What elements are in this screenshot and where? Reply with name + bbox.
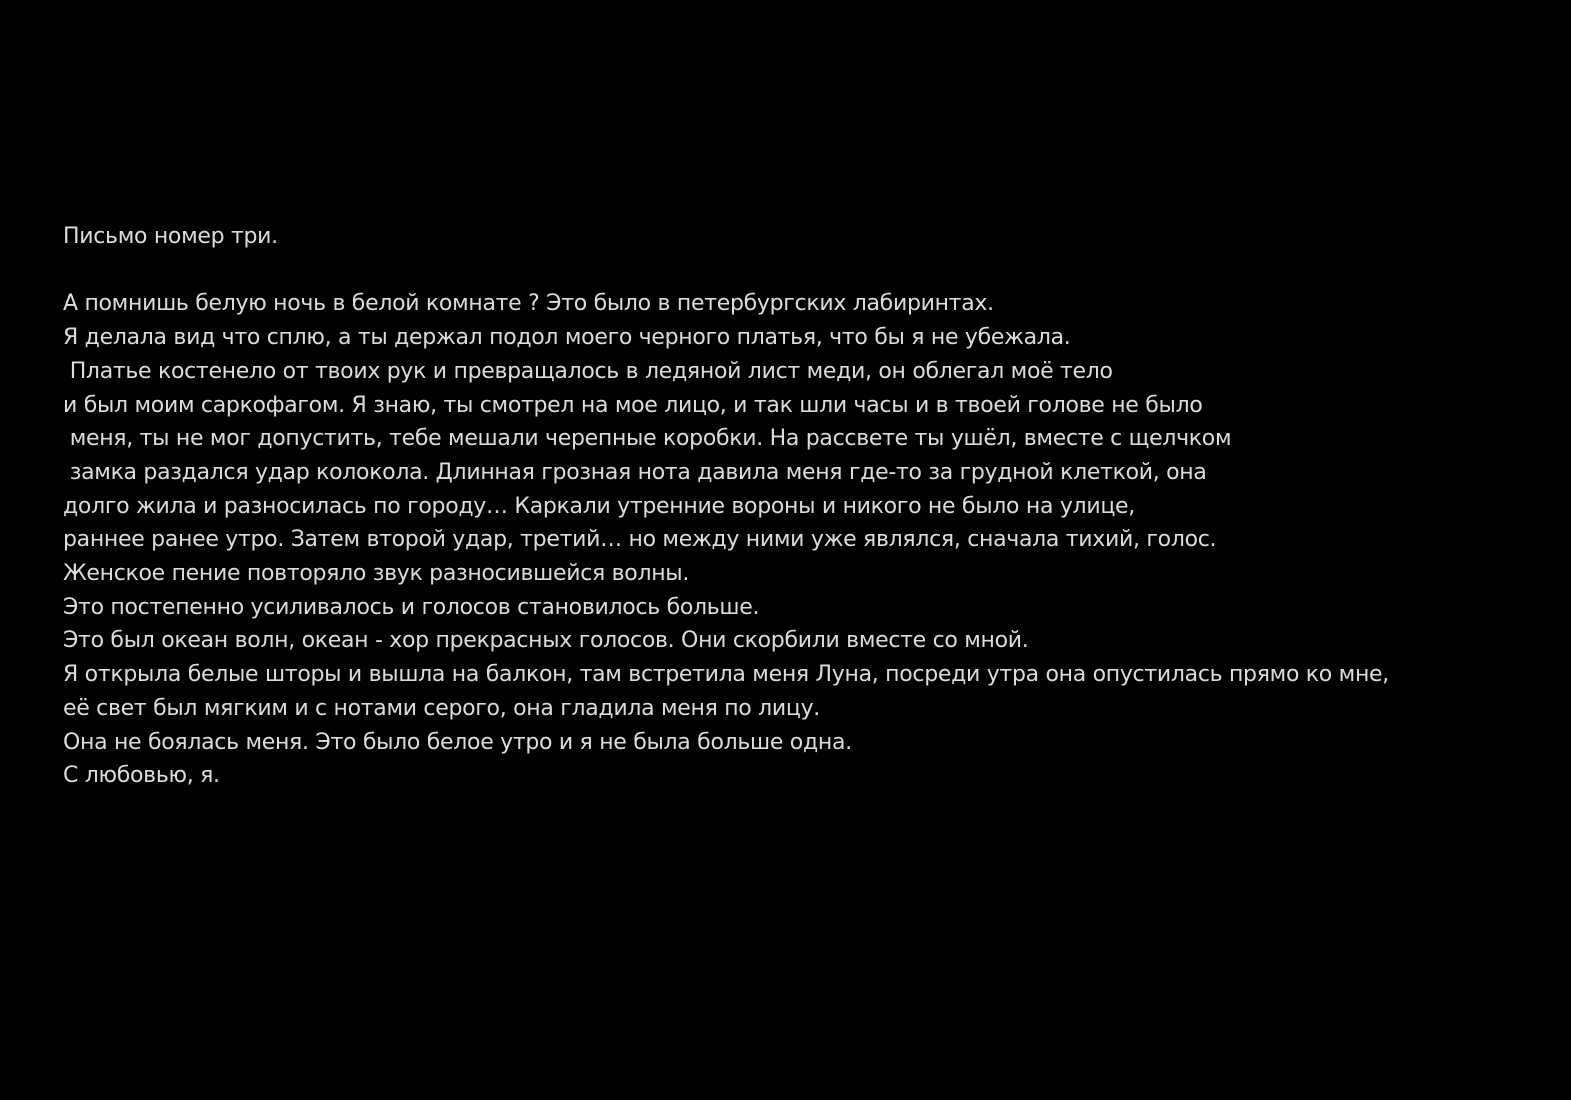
- letter-line: Я делала вид что сплю, а ты держал подол моего черного платья, что бы я не убежала.: [63, 325, 1071, 351]
- blank-line: [63, 254, 1543, 288]
- letter-text: [63, 220, 1543, 793]
- letter-line: Платье костенело от твоих рук и превращалось в ледяной лист меди, он облегал моё тело: [63, 358, 1113, 384]
- letter-line: Это был океан волн, океан - хор прекрасных голосов. Они скорбили вместе со мной.: [63, 628, 1029, 654]
- letter-line: её свет был мягким и с нотами серого, она гладила меня по лицу.: [63, 695, 820, 721]
- letter-line: А помнишь белую ночь в белой комнате ? Это было в петербургских лабиринтах.: [63, 291, 994, 317]
- letter-signature: С любовью, я.: [63, 763, 220, 789]
- letter-line: меня, ты не мог допустить, тебе мешали черепные коробки. На рассвете ты ушёл, вместе с щелчком: [63, 426, 1232, 452]
- letter-line: замка раздался удар колокола. Длинная грозная нота давила меня где-то за грудной клеткой, она: [63, 459, 1207, 485]
- letter-line: раннее ранее утро. Затем второй удар, третий… но между ними уже являлся, сначала тихий, голос.: [63, 527, 1217, 553]
- letter-line: долго жила и разносилась по городу… Каркали утренние вороны и никого не было на улице,: [63, 493, 1135, 519]
- letter-line: Я открыла белые шторы и вышла на балкон, там встретила меня Луна, посреди утра она опустилась прямо ко мне,: [63, 662, 1389, 688]
- letter-line: Женское пение повторяло звук разносившейся волны.: [63, 561, 690, 587]
- letter-title: Письмо номер три.: [63, 224, 278, 249]
- letter-line: Это постепенно усиливалось и голосов становилось больше.: [63, 594, 760, 620]
- letter-line: Она не боялась меня. Это было белое утро и я не была больше одна.: [63, 729, 852, 755]
- letter-line: и был моим саркофагом. Я знаю, ты смотрел на мое лицо, и так шли часы и в твоей голове не было: [63, 392, 1203, 418]
